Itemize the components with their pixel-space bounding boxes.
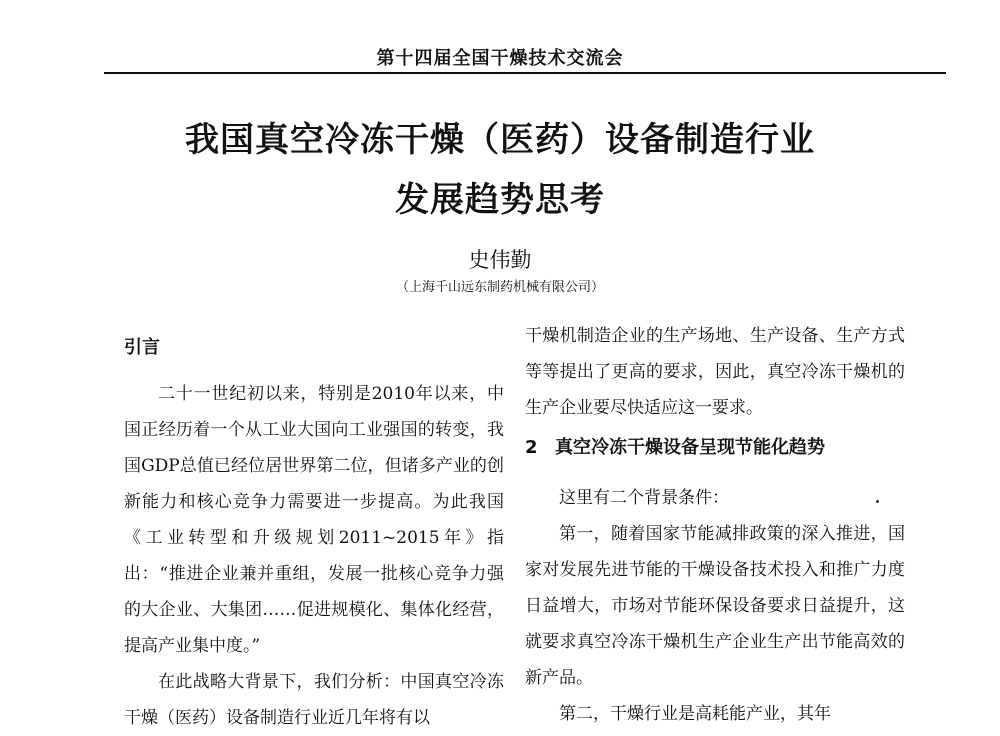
paragraph: 第一，随着国家节能减排政策的深入推进，国家对发展先进节能的干燥设备技术投入和推广力度日益增大，市场对节能环保设备要求日益提升，这就要求真空冷冻干燥机生产企业生产出节能高效的新产品。 <box>525 524 905 688</box>
left-column <box>124 318 504 736</box>
paper-title-line1: 我国真空冷冻干燥（医药）设备制造行业 <box>185 120 815 160</box>
scan-speck <box>876 500 879 503</box>
paragraph-continued: 干燥机制造企业的生产场地、生产设备、生产方式等等提出了更高的要求，因此，真空冷冻干燥机的生产企业要尽快适应这一要求。 <box>525 326 905 418</box>
running-header: 第十四届全国干燥技术交流会 <box>376 48 624 69</box>
paragraph: 在此战略大背景下，我们分析：中国真空冷冻干燥（医药）设备制造行业近几年将有以 <box>124 672 504 728</box>
section-heading-2 <box>525 430 905 466</box>
paragraph: 第二，干燥行业是高耗能产业，其年 <box>559 704 831 724</box>
paragraph: 这里有二个背景条件： <box>559 488 729 508</box>
paragraph: 二十一世纪初以来，特别是2010年以来，中国正经历着一个从工业大国向工业强国的转变，我国GDP总值已经位居世界第二位，但诸多产业的创新能力和核心竞争力需要进一步提高。为此我国《工业转型和升级规划2011~2015年》指出：“推进企业兼并重组，发展一批核心竞争力强的大企业、大集团……促进规模化、集体化经营，提高产业集中度。” <box>124 384 504 656</box>
section-number: 2 <box>525 437 538 458</box>
right-column <box>525 318 905 732</box>
header-rule <box>104 72 946 74</box>
section-title: 真空冷冻干燥设备呈现节能化趋势 <box>555 437 825 458</box>
author-affiliation: （上海千山远东制药机械有限公司） <box>395 280 604 295</box>
author-name: 史伟勤 <box>468 248 532 272</box>
section-heading-intro: 引言 <box>124 337 160 358</box>
paper-title-line2: 发展趋势思考 <box>395 180 605 220</box>
